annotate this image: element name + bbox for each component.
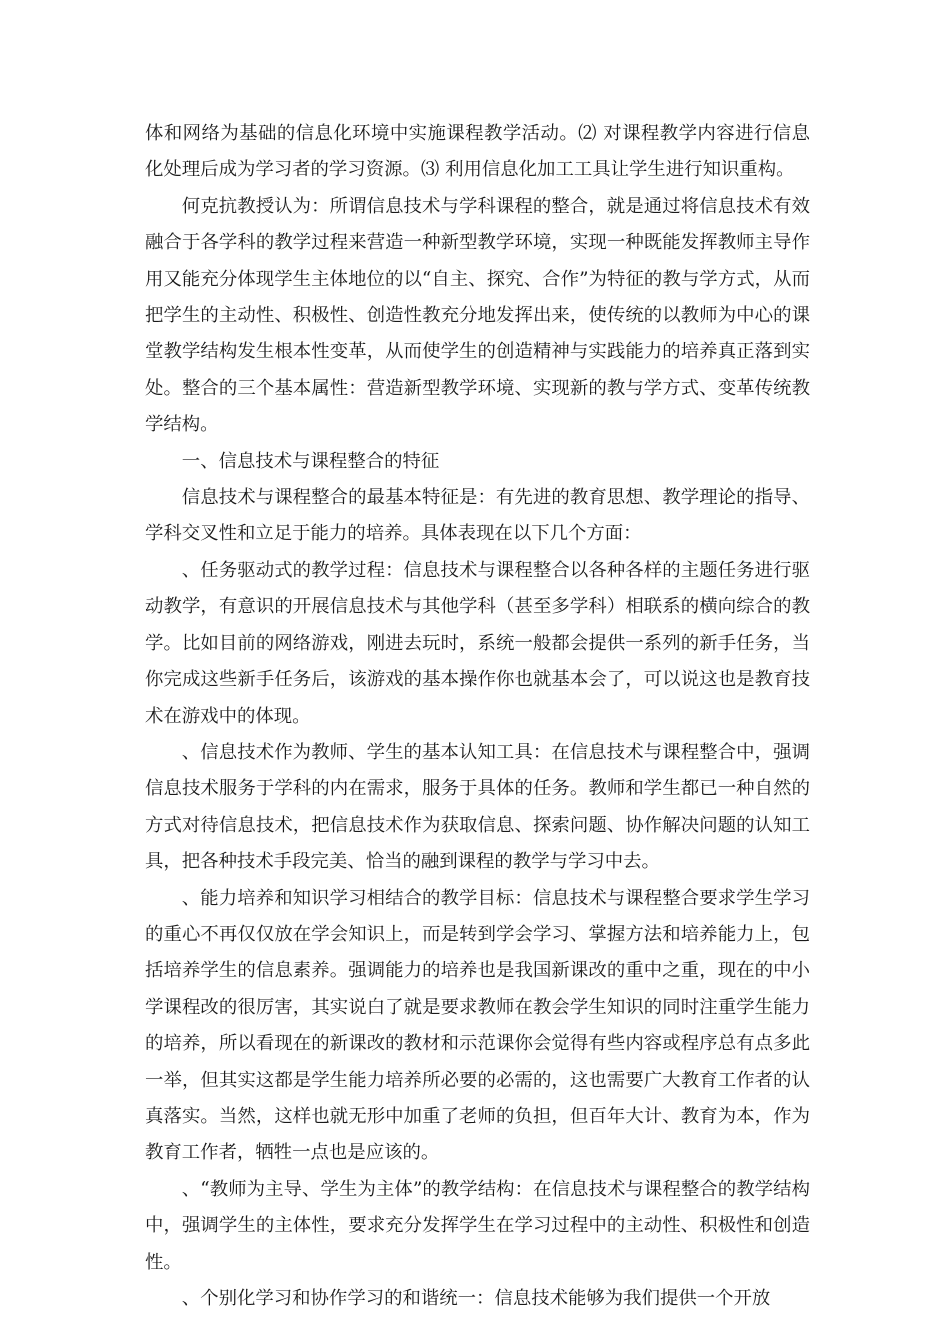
document-body (145, 116, 810, 1317)
paragraph-feature-cognitive-tool: 、信息技术作为教师、学生的基本认知工具：在信息技术与课程整合中，强调信息技术服务于学科的内在需求，服务于具体的任务。教师和学生都已一种自然的方式对待信息技术，把信息技术作为获取信息、探索问题、协作解决问题的认知工具，把各种技术手段完美、恰当的融到课程的教学与学习中去。 (145, 741, 810, 873)
paragraph-feature-individual-collab: 、个别化学习和协作学习的和谐统一：信息技术能够为我们提供一个开放 (181, 1288, 771, 1309)
paragraph-features-intro: 信息技术与课程整合的最基本特征是：有先进的教育思想、教学理论的指导、学科交叉性和立足于能力的培养。具体表现在以下几个方面： (145, 487, 810, 545)
paragraph-definition: 何克抗教授认为：所谓信息技术与学科课程的整合，就是通过将信息技术有效融合于各学科的教学过程来营造一种新型教学环境，实现一种既能发挥教师主导作用又能充分体现学生主体地位的以“自主、探究、合作”为特征的教与学方式，从而把学生的主动性、积极性、创造性教充分地发挥出来，使传统的以教师为中心的课堂教学结构发生根本性变革，从而使学生的创造精神与实践能力的培养真正落到实处。整合的三个基本属性：营造新型教学环境、实现新的教与学方式、变革传统教学结构。 (145, 195, 810, 436)
paragraph-feature-ability-goals: 、能力培养和知识学习相结合的教学目标：信息技术与课程整合要求学生学习的重心不再仅仅放在学会知识上，而是转到学会学习、掌握方法和培养能力上，包括培养学生的信息素养。强调能力的培养也是我国新课改的重中之重，现在的中小学课程改的很厉害，其实说白了就是要求教师在教会学生知识的同时注重学生能力的培养，所以看现在的新课改的教材和示范课你会觉得有些内容或程序总有点多此一举，但其实这都是学生能力培养所必要的必需的，这也需要广大教育工作者的认真落实。当然，这样也就无形中加重了老师的负担，但百年大计、教育为本，作为教育工作者，牺牲一点也是应该的。 (145, 887, 810, 1164)
paragraph-feature-task-driven: 、任务驱动式的教学过程：信息技术与课程整合以各种各样的主题任务进行驱动教学，有意识的开展信息技术与其他学科（甚至多学科）相联系的横向综合的教学。比如目前的网络游戏，刚进去玩时，系统一般都会提供一系列的新手任务，当你完成这些新手任务后，该游戏的基本操作你也就基本会了，可以说这也是教育技术在游戏中的体现。 (145, 559, 810, 727)
section-heading: 一、信息技术与课程整合的特征 (181, 450, 440, 472)
paragraph-continuation: 体和网络为基础的信息化环境中实施课程教学活动。⑵ 对课程教学内容进行信息化处理后成为学习者的学习资源。⑶ 利用信息化加工工具让学生进行知识重构。 (145, 123, 810, 181)
paragraph-feature-teaching-structure: 、“教师为主导、学生为主体”的教学结构：在信息技术与课程整合的教学结构中，强调学生的主体性，要求充分发挥学生在学习过程中的主动性、积极性和创造性。 (145, 1178, 810, 1273)
